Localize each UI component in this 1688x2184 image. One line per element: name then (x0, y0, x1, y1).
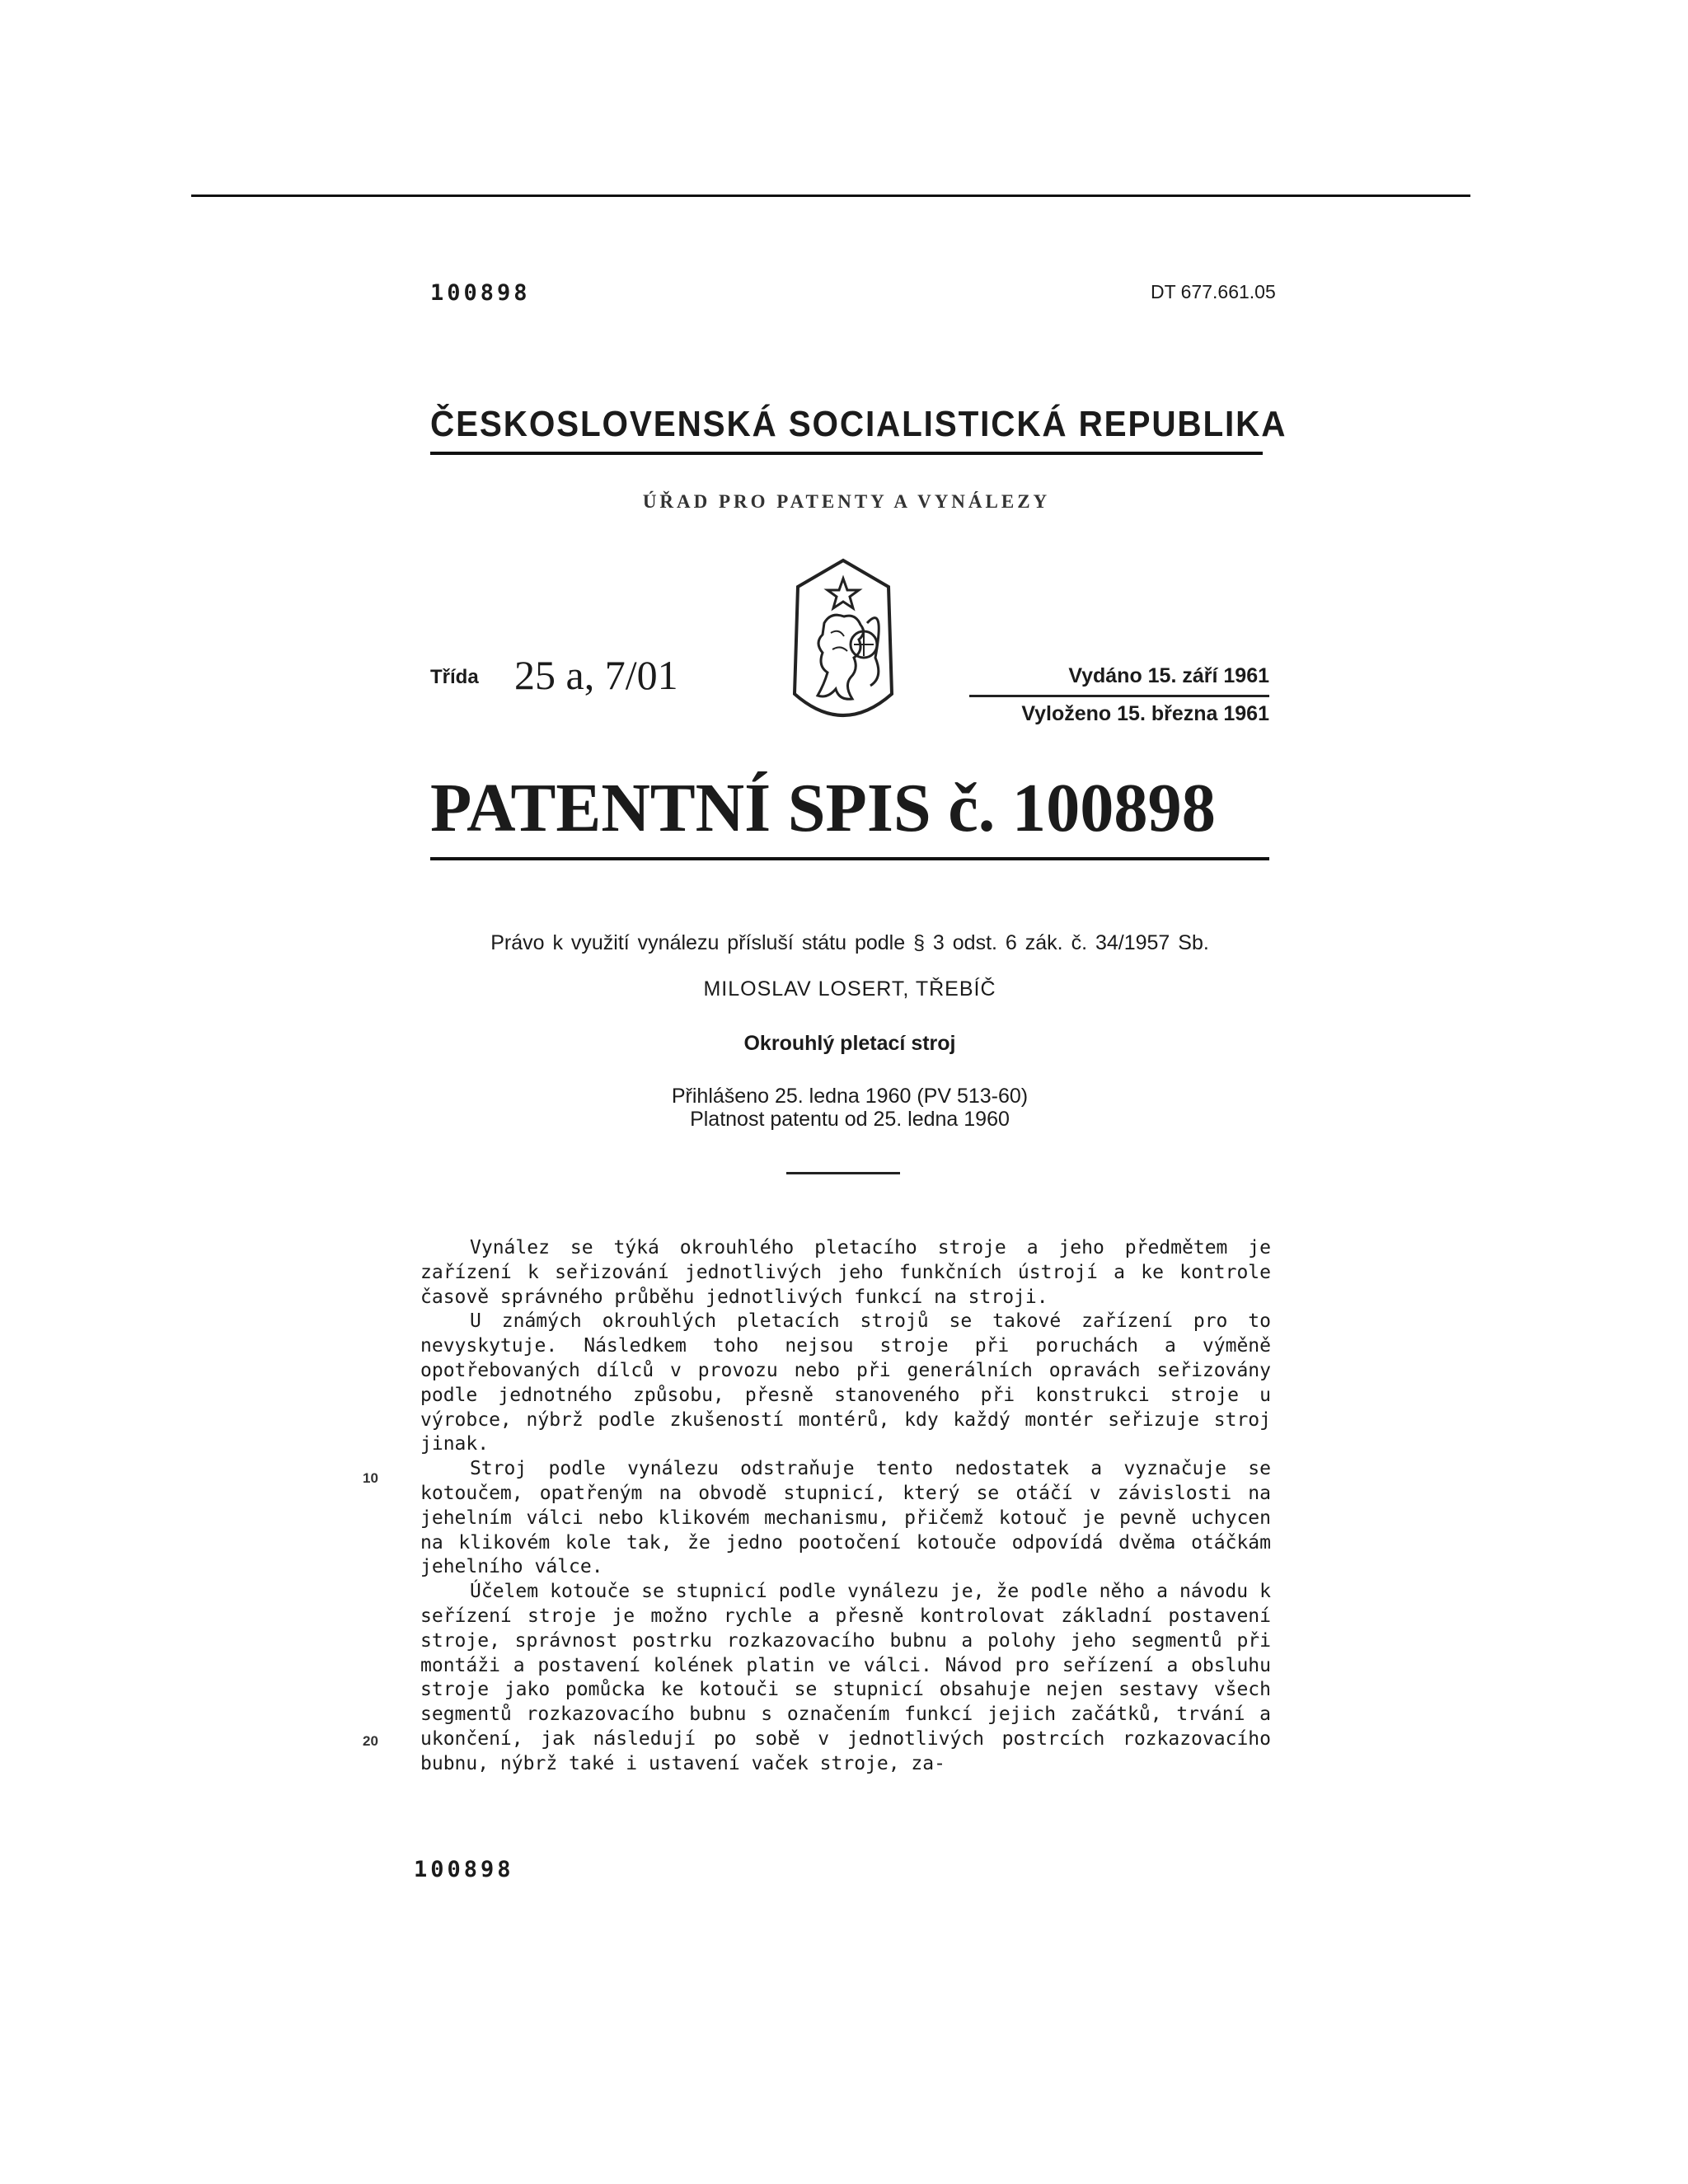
body-paragraph: Stroj podle vynálezu odstraňuje tento nedostatek a vyznačuje se kotoučem, opatřeným na obvodě stupnicí, který se otáčí v závislosti na jehelním válci nebo klikovém mechanismu, přičemž kotouč je pevně uchycen na klikovém kole tak, že jedno pootočení kotouče odpovídá dvěma otáčkám jehelního válce. (420, 1458, 1271, 1578)
body-paragraph: U známých okrouhlých pletacích strojů se takové zařízení pro to nevyskytuje. Následkem toho nejsou stroje při poruchách a výměně opotřebovaných dílců v provozu nebo při generálních opravách seřizovány podle jednotného způsobu, přesně stanoveného při konstrukci stroje u výrobce, nýbrž podle zkušeností montérů, kdy každý montér seřizuje stroj jinak. (420, 1310, 1271, 1455)
republic-rule (430, 452, 1263, 455)
title-rule (430, 857, 1269, 860)
republic-title: ČESKOSLOVENSKÁ SOCIALISTICKÁ REPUBLIKA (430, 404, 1287, 444)
line-number-marker: 20 (363, 1733, 378, 1749)
office-name: ÚŘAD PRO PATENTY A VYNÁLEZY (642, 491, 1051, 512)
doc-number-bottom: 100898 (414, 1857, 514, 1882)
dt-code: DT 677.661.05 (1151, 281, 1276, 302)
date-rule (969, 695, 1269, 697)
rights-statement: Právo k využití vynálezu přísluší státu podle § 3 odst. 6 zák. č. 34/1957 Sb. (490, 931, 1209, 954)
line-number-marker: 10 (363, 1470, 378, 1486)
doc-number-top: 100898 (430, 280, 531, 306)
issued-date: Vydáno 15. září 1961 (1068, 664, 1269, 687)
class-label: Třída (430, 666, 479, 688)
class-value: 25 a, 7/01 (514, 652, 678, 698)
czechoslovak-state-emblem-icon (781, 554, 905, 735)
top-rule (191, 194, 1470, 197)
body-paragraph: Účelem kotouče se stupnicí podle vynálezu je, že podle něho a návodu k seřízení stroje je možno rychle a přesně kontrolovat základní postavení stroje, správnost postrku rozkazovacího bubnu a polohy jeho segmentů při montáži a postavení kolének platin ve válci. Návod pro seřízení a obsluhu stroje jako pomůcka ke kotouči se stupnicí obsahuje nejen sestavy všech segmentů rozkazovacího bubnu s označením funkcí jejich začátků, trvání a ukončení, jak následují po sobě v jednotlivých postrcích rozkazovacího bubnu, nýbrž také i ustavení vaček stroje, za- (420, 1581, 1271, 1774)
validity-date: Platnost patentu od 25. ledna 1960 (690, 1108, 1010, 1131)
invention-title: Okrouhlý pletací stroj (743, 1032, 956, 1055)
filed-date: Přihlášeno 25. ledna 1960 (PV 513-60) (671, 1085, 1029, 1108)
body-text (420, 1236, 1271, 1777)
body-paragraph: Vynález se týká okrouhlého pletacího stroje a jeho předmětem je zařízení k seřizování jednotlivých jeho funkčních ústrojí a ke kontrole časově správného průběhu jednotlivých funkcí na stroji. (420, 1237, 1271, 1308)
inventor-name: MILOSLAV LOSERT, TŘEBÍČ (703, 977, 996, 1001)
published-date: Vyloženo 15. března 1961 (1021, 702, 1269, 725)
patent-title: PATENTNÍ SPIS č. 100898 (430, 770, 1216, 846)
short-divider (786, 1172, 900, 1174)
